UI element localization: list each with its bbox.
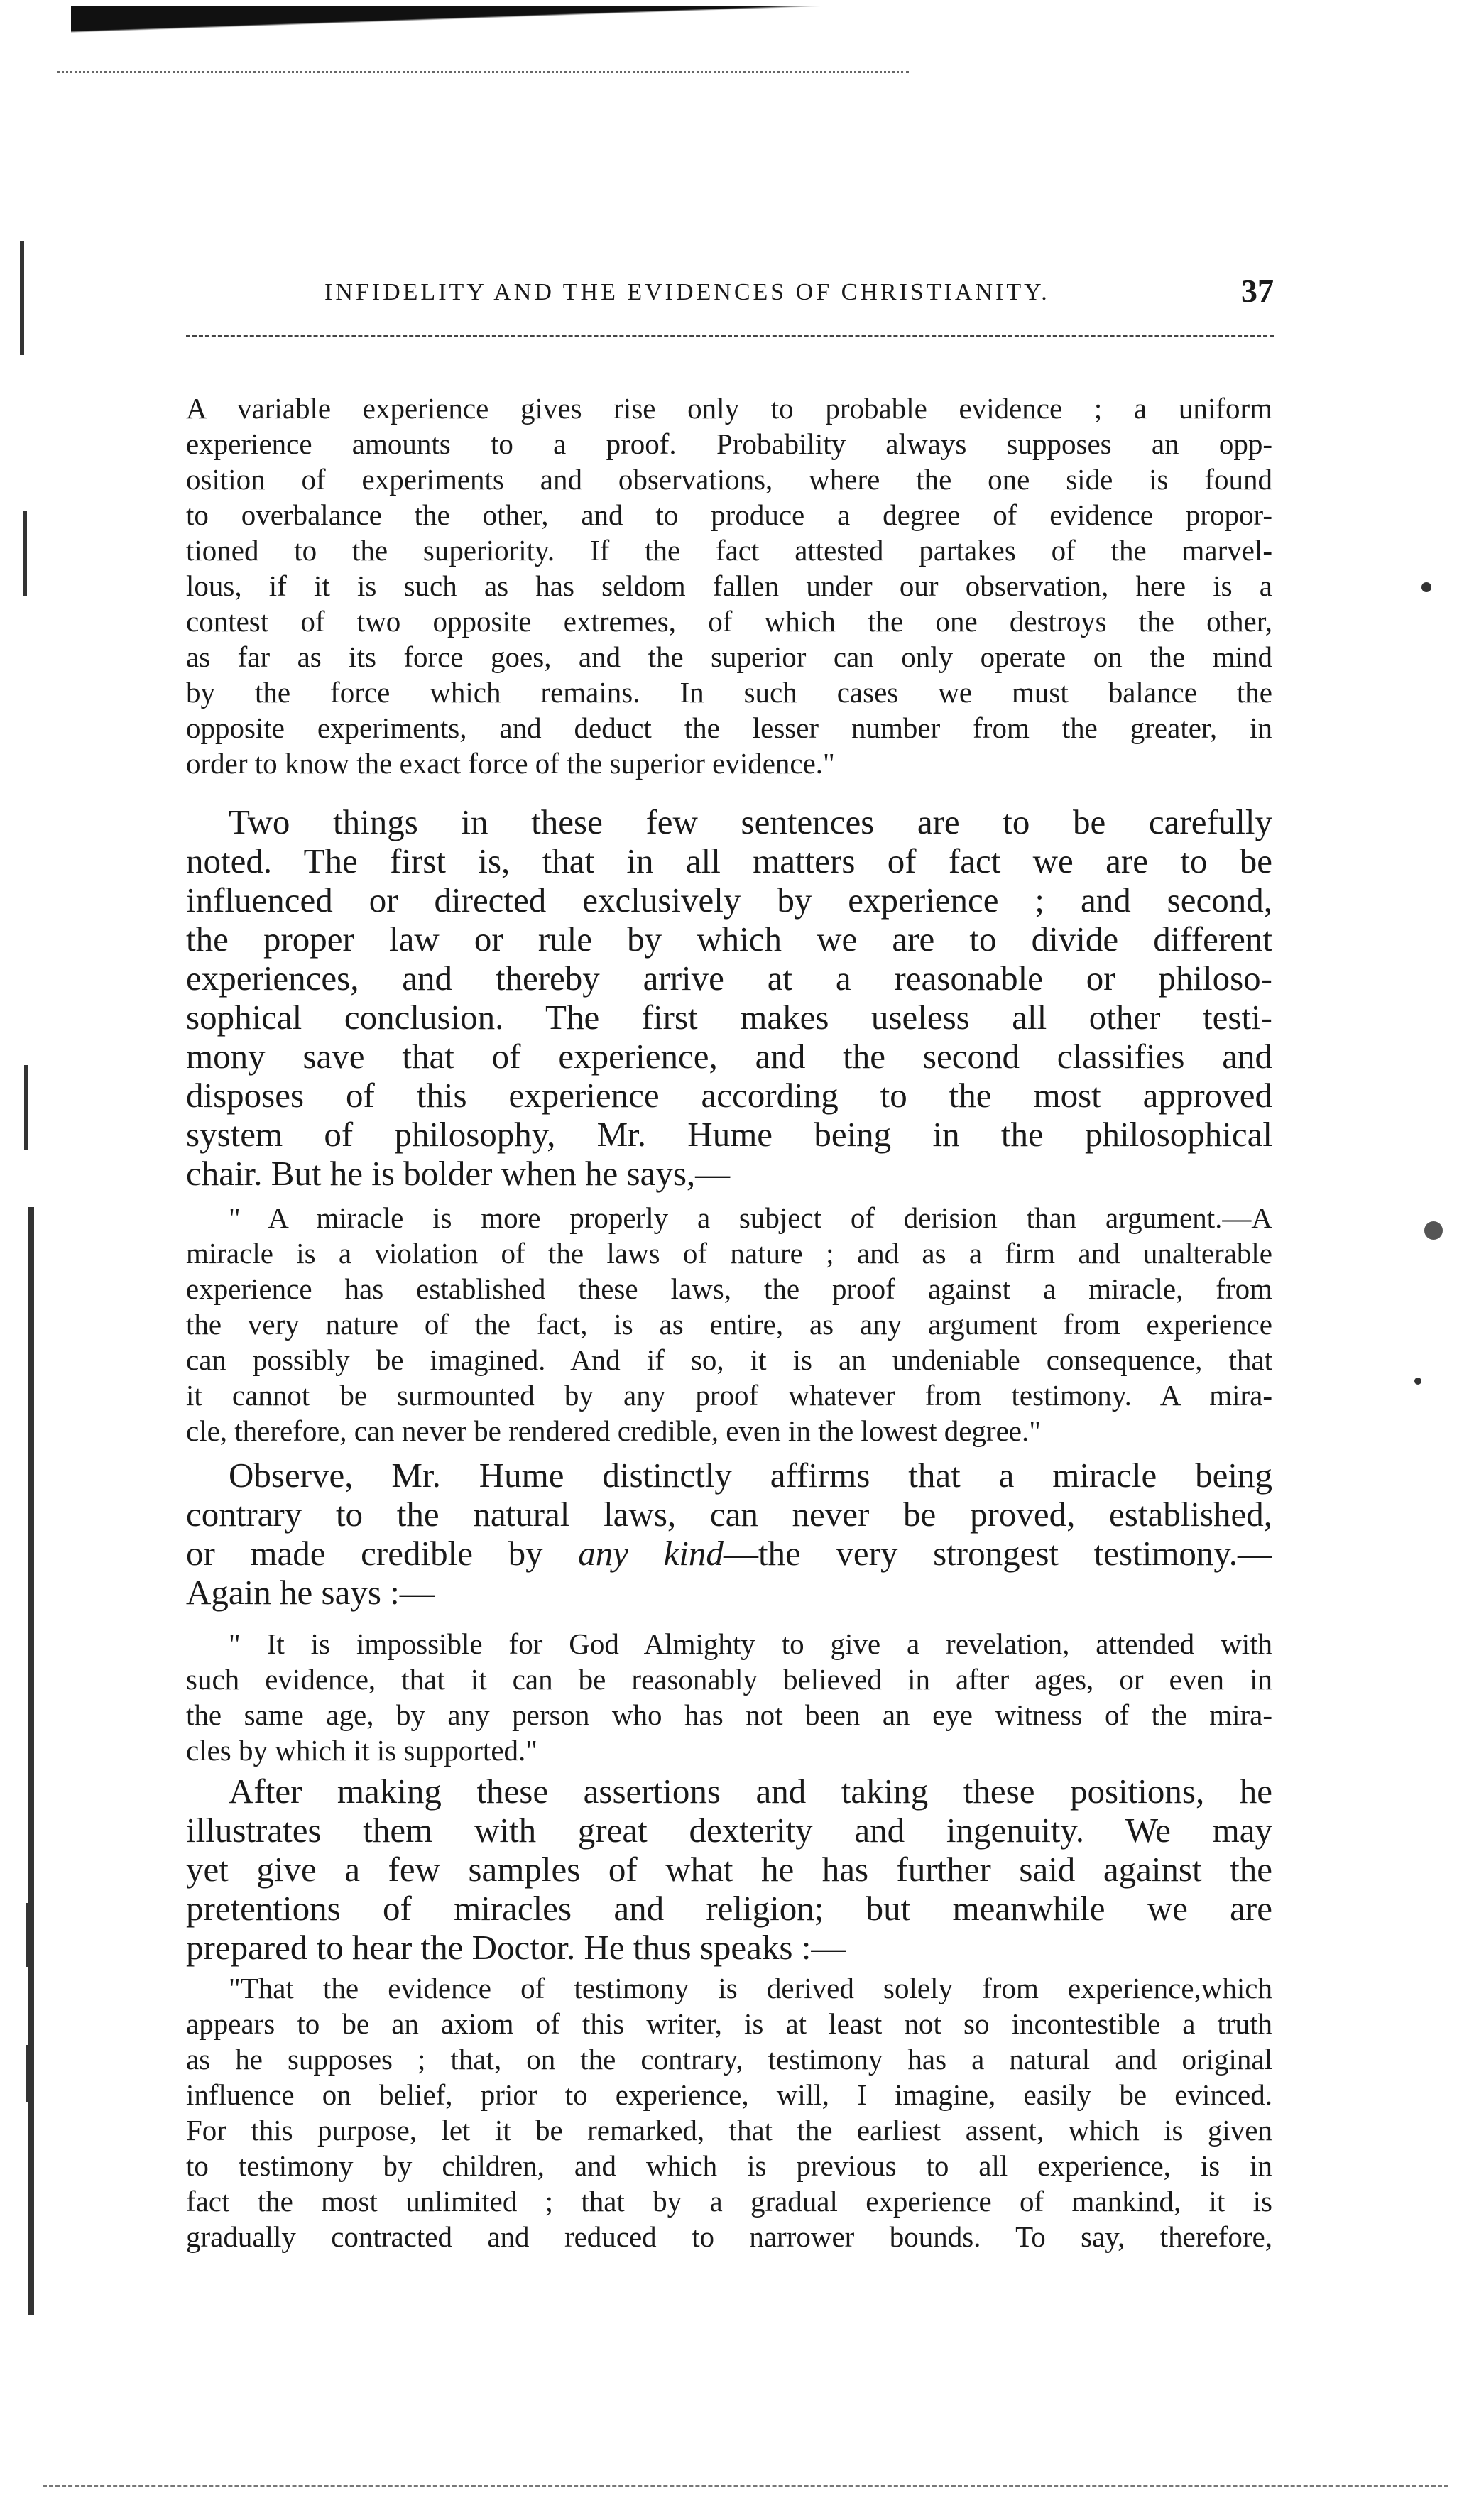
quote-line: " It is impossible for God Almighty to give a revelation, attended with	[229, 1627, 1272, 1660]
paragraph-line: pretentions of miracles and religion; but meanwhile we are	[186, 1889, 1272, 1928]
quote-line: can possibly be imagined. And if so, it is an undeniable consequence, that	[186, 1343, 1272, 1376]
quote-line: as far as its force goes, and the superior can only operate on the mind	[186, 640, 1272, 673]
quote-line: experience amounts to a proof. Probability always supposes an opp-	[186, 427, 1272, 460]
page-number: 37	[1241, 273, 1274, 309]
paragraph-line: After making these assertions and taking these positions, he	[229, 1772, 1272, 1811]
quote-line: opposite experiments, and deduct the lesser number from the greater, in	[186, 711, 1272, 744]
paragraph-line: influenced or directed exclusively by experience ; and second,	[186, 880, 1272, 920]
quote-line: For this purpose, let it be remarked, that the earliest assent, which is given	[186, 2114, 1272, 2147]
quote-line: A variable experience gives rise only to probable evidence ; a uniform	[186, 392, 1272, 425]
quote-line: osition of experiments and observations, where the one side is found	[186, 463, 1272, 496]
quote-line: order to know the exact force of the superior evidence."	[186, 747, 835, 780]
paragraph-line: illustrates them with great dexterity and ingenuity. We may	[186, 1811, 1272, 1850]
quote-line: by the force which remains. In such cases we must balance the	[186, 676, 1272, 709]
paragraph-line: system of philosophy, Mr. Hume being in the philosophical	[186, 1115, 1272, 1154]
quote-line: experience has established these laws, the proof against a miracle, from	[186, 1272, 1272, 1305]
quote-line: cle, therefore, can never be rendered credible, even in the lowest degree."	[186, 1414, 1041, 1447]
quote-hume-miracle	[186, 1200, 1272, 1449]
quote-line: it cannot be surmounted by any proof whatever from testimony. A mira-	[186, 1379, 1272, 1412]
paragraph-line: chair. But he is bolder when he says,—	[186, 1154, 731, 1193]
scan-shadow-top	[71, 6, 1434, 48]
quote-line: as he supposes ; that, on the contrary, testimony has a natural and original	[186, 2043, 1272, 2076]
emphasis-any-kind: any kind	[578, 1534, 724, 1573]
paragraph-line: contrary to the natural laws, can never be proved, established,	[186, 1495, 1272, 1534]
running-head-title: INFIDELITY AND THE EVIDENCES OF CHRISTIANITY.	[324, 279, 1050, 305]
paragraph-text: or made credible by	[186, 1534, 579, 1573]
left-page-edge	[7, 85, 50, 2428]
quote-line: tioned to the superiority. If the fact attested partakes of the marvel-	[186, 534, 1272, 567]
paragraph-line: sophical conclusion. The first makes useless all other testi-	[186, 998, 1272, 1037]
paragraph-line: experiences, and thereby arrive at a reasonable or philoso-	[186, 959, 1272, 998]
quote-line: fact the most unlimited ; that by a gradual experience of mankind, it is	[186, 2185, 1272, 2218]
running-head	[186, 273, 1274, 315]
paragraph-text: —the very strongest testimony.—	[723, 1534, 1272, 1573]
paragraph-line: prepared to hear the Doctor. He thus speaks :—	[186, 1928, 846, 1967]
quote-line: such evidence, that it can be reasonably believed in after ages, or even in	[186, 1663, 1272, 1696]
paragraph-two-things	[186, 802, 1272, 1193]
paragraph-line: yet give a few samples of what he has further said against the	[186, 1850, 1272, 1889]
paragraph-line: the proper law or rule by which we are to divide different	[186, 920, 1272, 959]
quote-hume-revelation	[186, 1626, 1272, 1768]
quote-line: to overbalance the other, and to produce a degree of evidence propor-	[186, 498, 1272, 531]
quote-line: miracle is a violation of the laws of nature ; and as a firm and unalterable	[186, 1237, 1272, 1270]
scan-speckle	[57, 71, 909, 76]
bottom-page-edge	[43, 2485, 1448, 2490]
paragraph-line-with-emphasis	[186, 1534, 1272, 1573]
paragraph-line: Again he says :—	[186, 1573, 435, 1612]
quote-line: " A miracle is more properly a subject of derision than argument.—A	[229, 1201, 1272, 1234]
paragraph-line: Two things in these few sentences are to be carefully	[229, 802, 1272, 841]
quote-line: "That the evidence of testimony is derived solely from experience,which	[229, 1972, 1272, 2004]
paragraph-observe	[186, 1456, 1272, 1612]
quote-line: appears to be an axiom of this writer, is at least not so incontestible a truth	[186, 2007, 1272, 2040]
paragraph-line: Observe, Mr. Hume distinctly affirms that a miracle being	[229, 1456, 1272, 1495]
quote-line: the same age, by any person who has not been an eye witness of the mira-	[186, 1698, 1272, 1731]
quote-line: to testimony by children, and which is previous to all experience, is in	[186, 2149, 1272, 2182]
paragraph-line: noted. The first is, that in all matters of fact we are to be	[186, 841, 1272, 880]
paragraph-after-making	[186, 1772, 1272, 1967]
paragraph-line: mony save that of experience, and the second classifies and	[186, 1037, 1272, 1076]
quote-line: contest of two opposite extremes, of which the one destroys the other,	[186, 605, 1272, 638]
quote-line: the very nature of the fact, is as entire, as any argument from experience	[186, 1308, 1272, 1341]
quote-doctor-testimony	[186, 1970, 1272, 2254]
right-page-edge	[1407, 284, 1464, 1562]
quote-line: influence on belief, prior to experience, will, I imagine, easily be evinced.	[186, 2078, 1272, 2111]
quote-line: gradually contracted and reduced to narrower bounds. To say, therefore,	[186, 2220, 1272, 2253]
quote-hume-probability	[186, 391, 1272, 781]
quote-line: cles by which it is supported."	[186, 1734, 538, 1767]
quote-line: lous, if it is such as has seldom fallen under our observation, here is a	[186, 569, 1272, 602]
header-rule	[186, 335, 1274, 337]
paragraph-line: disposes of this experience according to the most approved	[186, 1076, 1272, 1115]
